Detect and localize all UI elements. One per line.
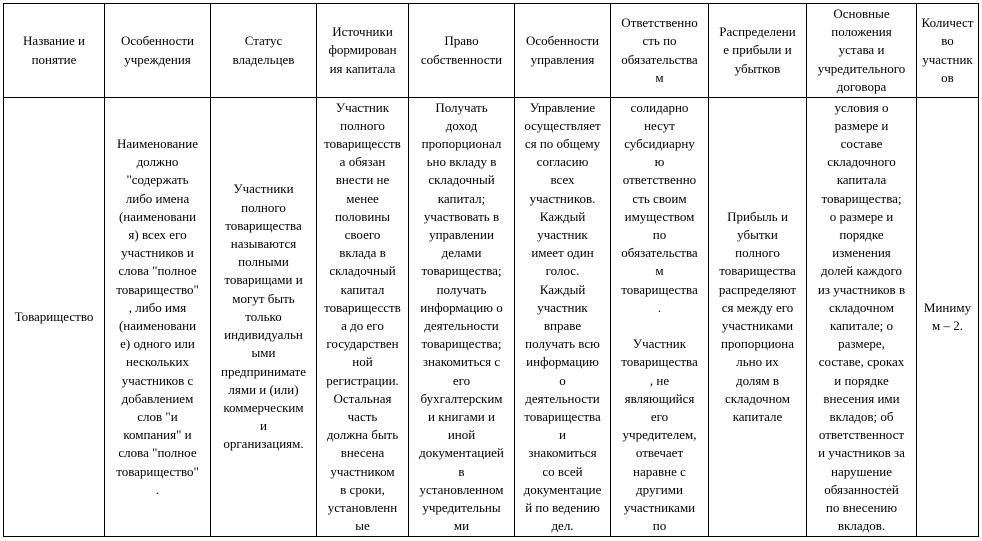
cell-name: Товарищество [4, 98, 105, 537]
header-capital-sources: Источники формирован ия капитала [317, 4, 409, 98]
header-property-rights: Право собственности [409, 4, 515, 98]
header-charter: Основные положения устава и учредительного договора [807, 4, 917, 98]
header-features: Особенности учреждения [105, 4, 211, 98]
header-management: Особенности управления [515, 4, 611, 98]
header-owner-status: Статус владельцев [211, 4, 317, 98]
table-row [4, 98, 979, 537]
cell-owner-status: Участники полного товарищества называются полными товарищами и могут быть только индивидуальн ыми предпринимате лями и (или) коммерческим и организациям. [211, 98, 317, 537]
header-profit-distribution: Распределени е прибыли и убытков [709, 4, 807, 98]
cell-charter: условия о размере и составе складочного капитала товарищества; о размере и порядке изменения долей каждого из участников в складочном капитале; о размере, составе, сроках и порядке внесения ими вкладов; об ответственност и участников за нарушение обязанностей по внесению вкладов. [807, 98, 917, 537]
cell-liability: солидарно несут субсидиарну ю ответственно сть своим имуществом по обязательства м товарищества . Участник товарищества , не являющийся его учредителем, отвечает наравне с другими участниками по [611, 98, 709, 537]
cell-features: Наименование должно "содержать либо имена (наименовани я) всех его участников и слова "полное товарищество" , либо имя (наименовани е) одного или нескольких участников с добавлением слов "и компания" и слова "полное товарищество" . [105, 98, 211, 537]
header-participants: Количест во участник ов [917, 4, 979, 98]
partnership-comparison-table [3, 3, 979, 537]
header-name: Название и понятие [4, 4, 105, 98]
cell-property-rights: Получать доход пропорционал ьно вкладу в складочный капитал; участвовать в управлении делами товарищества; получать информацию о деятельности товарищества; знакомиться с его бухгалтерским и книгами и иной документацией в установленном учредительны ми [409, 98, 515, 537]
header-liability: Ответственно сть по обязательства м [611, 4, 709, 98]
cell-capital-sources: Участник полного товарищесств а обязан внести не менее половины своего вклада в складочный капитал товарищесств а до его государствен ной регистрации. Остальная часть должна быть внесена участником в сроки, установленн ые [317, 98, 409, 537]
cell-participants: Миниму м – 2. [917, 98, 979, 537]
table-header-row [4, 4, 979, 98]
cell-profit-distribution: Прибыль и убытки полного товарищества распределяют ся между его участниками пропорциона льно их долям в складочном капитале [709, 98, 807, 537]
cell-management: Управление осуществляет ся по общему согласию всех участников. Каждый участник имеет один голос. Каждый участник вправе получать всю информацию о деятельности товарищества и знакомиться со всей документацие й по ведению дел. [515, 98, 611, 537]
